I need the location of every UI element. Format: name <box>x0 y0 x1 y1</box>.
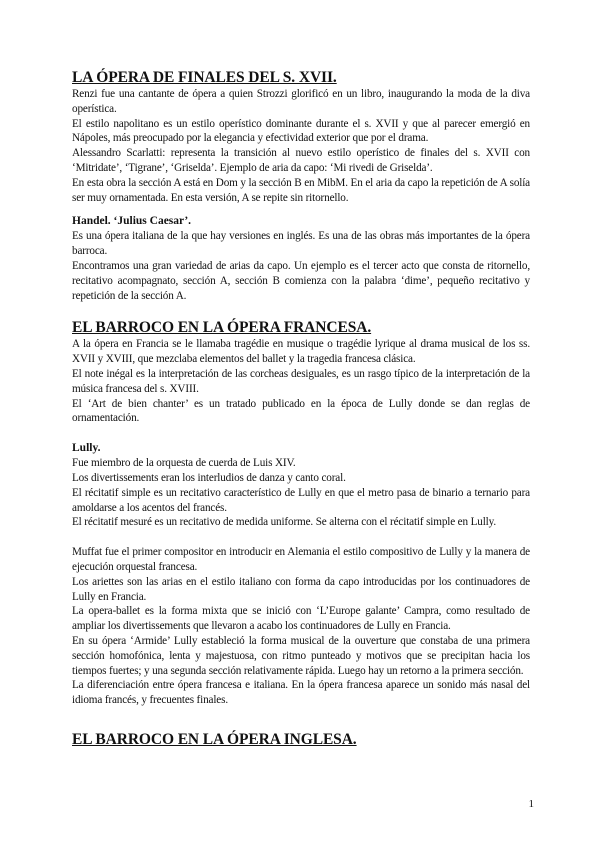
paragraph-tragedie: A la ópera en Francia se le llamaba tragédie en musique o tragédie lyrique al drama musical de los ss. XVII y XVIII, que mezclaba elementos del ballet y la tragedia francesa clásica. <box>72 338 530 366</box>
document-body <box>72 68 530 749</box>
paragraph-scarlatti: Alessandro Scarlatti: representa la transición al nuevo estilo operístico de finales del s. XVII con ‘Mitridate’, ‘Tigrane’, ‘Griselda’. Ejemplo de aria da capo: ‘Mi rivedi de Griselda’. <box>72 147 530 174</box>
paragraph-arias-da-capo: Encontramos una gran variedad de arias da capo. Un ejemplo es el tercer acto que consta de ritornello, recitativo acompagnato, sección A, sección B comienza con la palabra ‘dime’, pequeño recitativo y repetición de la sección A. <box>72 259 530 302</box>
spacer <box>72 303 530 318</box>
paragraph-opera-ballet: La opera-ballet es la forma mixta que se inició con ‘L’Europe galante’ Campra, como resultado de ampliar los divertissements que llevaron a acabo los continuadores de Lully en Francia. <box>72 605 530 633</box>
spacer <box>72 708 530 730</box>
paragraph-seccion-a-b: En esta obra la sección A está en Dom y la sección B en MibM. En el aria da capo la repetición de A solía ser muy ornamentada. En esta versión, A se repite sin ritornello. <box>72 176 530 204</box>
paragraph-handel-intro: Es una ópera italiana de la que hay versiones en inglés. Es una de las obras más importantes de la ópera barroca. <box>72 230 530 258</box>
paragraph-lully-orquesta: Fue miembro de la orquesta de cuerda de Luis XIV. <box>72 457 296 470</box>
spacer <box>72 205 530 214</box>
spacer <box>72 530 530 545</box>
paragraph-recitatif-mesure: El récitatif mesuré es un recitativo de medida uniforme. Se alterna con el récitatif simple en Lully. <box>72 516 496 529</box>
subheading-handel: Handel. ‘Julius Caesar’. <box>72 215 192 228</box>
section-heading-barroco-inglesa: EL BARROCO EN LA ÓPERA INGLESA. <box>72 730 357 748</box>
paragraph-art-de-bien-chanter: El ‘Art de bien chanter’ es un tratado publicado en la época de Lully donde se dan reglas de ornamentación. <box>72 397 530 425</box>
spacer <box>72 426 530 441</box>
paragraph-armide-ouverture: En su ópera ‘Armide’ Lully estableció la forma musical de la ouverture que constaba de una primera sección homofónica, lenta y majestuosa, con ritmo punteado y motivos que se precipitan hacia los tiempos fuertes; y una segunda sección relativamente rápida. Luego hay un retorno a la primera sección. <box>72 634 530 677</box>
paragraph-muffat: Muffat fue el primer compositor en introducir en Alemania el estilo compositivo de Lully y la manera de ejecución orquestal francesa. <box>72 546 530 573</box>
subheading-lully: Lully. <box>72 442 101 455</box>
paragraph-renzi: Renzi fue una cantante de ópera a quien Strozzi glorificó en un libro, inaugurando la moda de la diva operística. <box>72 88 530 115</box>
section-heading-opera-finales-xvii: LA ÓPERA DE FINALES DEL S. XVII. <box>72 69 337 86</box>
paragraph-note-inegal: El note inégal es la interpretación de las corcheas desiguales, es un rasgo típico de la interpretación de la música francesa del s. XVIII. <box>72 367 530 395</box>
page-number: 1 <box>528 798 534 810</box>
paragraph-ariettes: Los ariettes son las arias en el estilo italiano con forma da capo introducidas por los continuadores de Lully en Francia. <box>72 575 530 603</box>
paragraph-recitatif-simple: El récitatif simple es un recitativo característico de Lully en que el metro pasa de binario a ternario para amoldarse a los acentos del francés. <box>72 486 530 514</box>
paragraph-divertissements: Los divertissements eran los interludios de danza y canto coral. <box>72 471 346 484</box>
paragraph-diferenciacion: La diferenciación entre ópera francesa e italiana. En la ópera francesa aparece un sonido más nasal del idioma francés, y frecuentes finales. <box>72 679 530 707</box>
section-heading-barroco-francesa: EL BARROCO EN LA ÓPERA FRANCESA. <box>72 319 372 337</box>
paragraph-estilo-napolitano: El estilo napolitano es un estilo operístico dominante durante el s. XVII y que al parecer emergió en Nápoles, más preocupado por la elegancia y efectividad exterior que por el drama. <box>72 117 530 145</box>
